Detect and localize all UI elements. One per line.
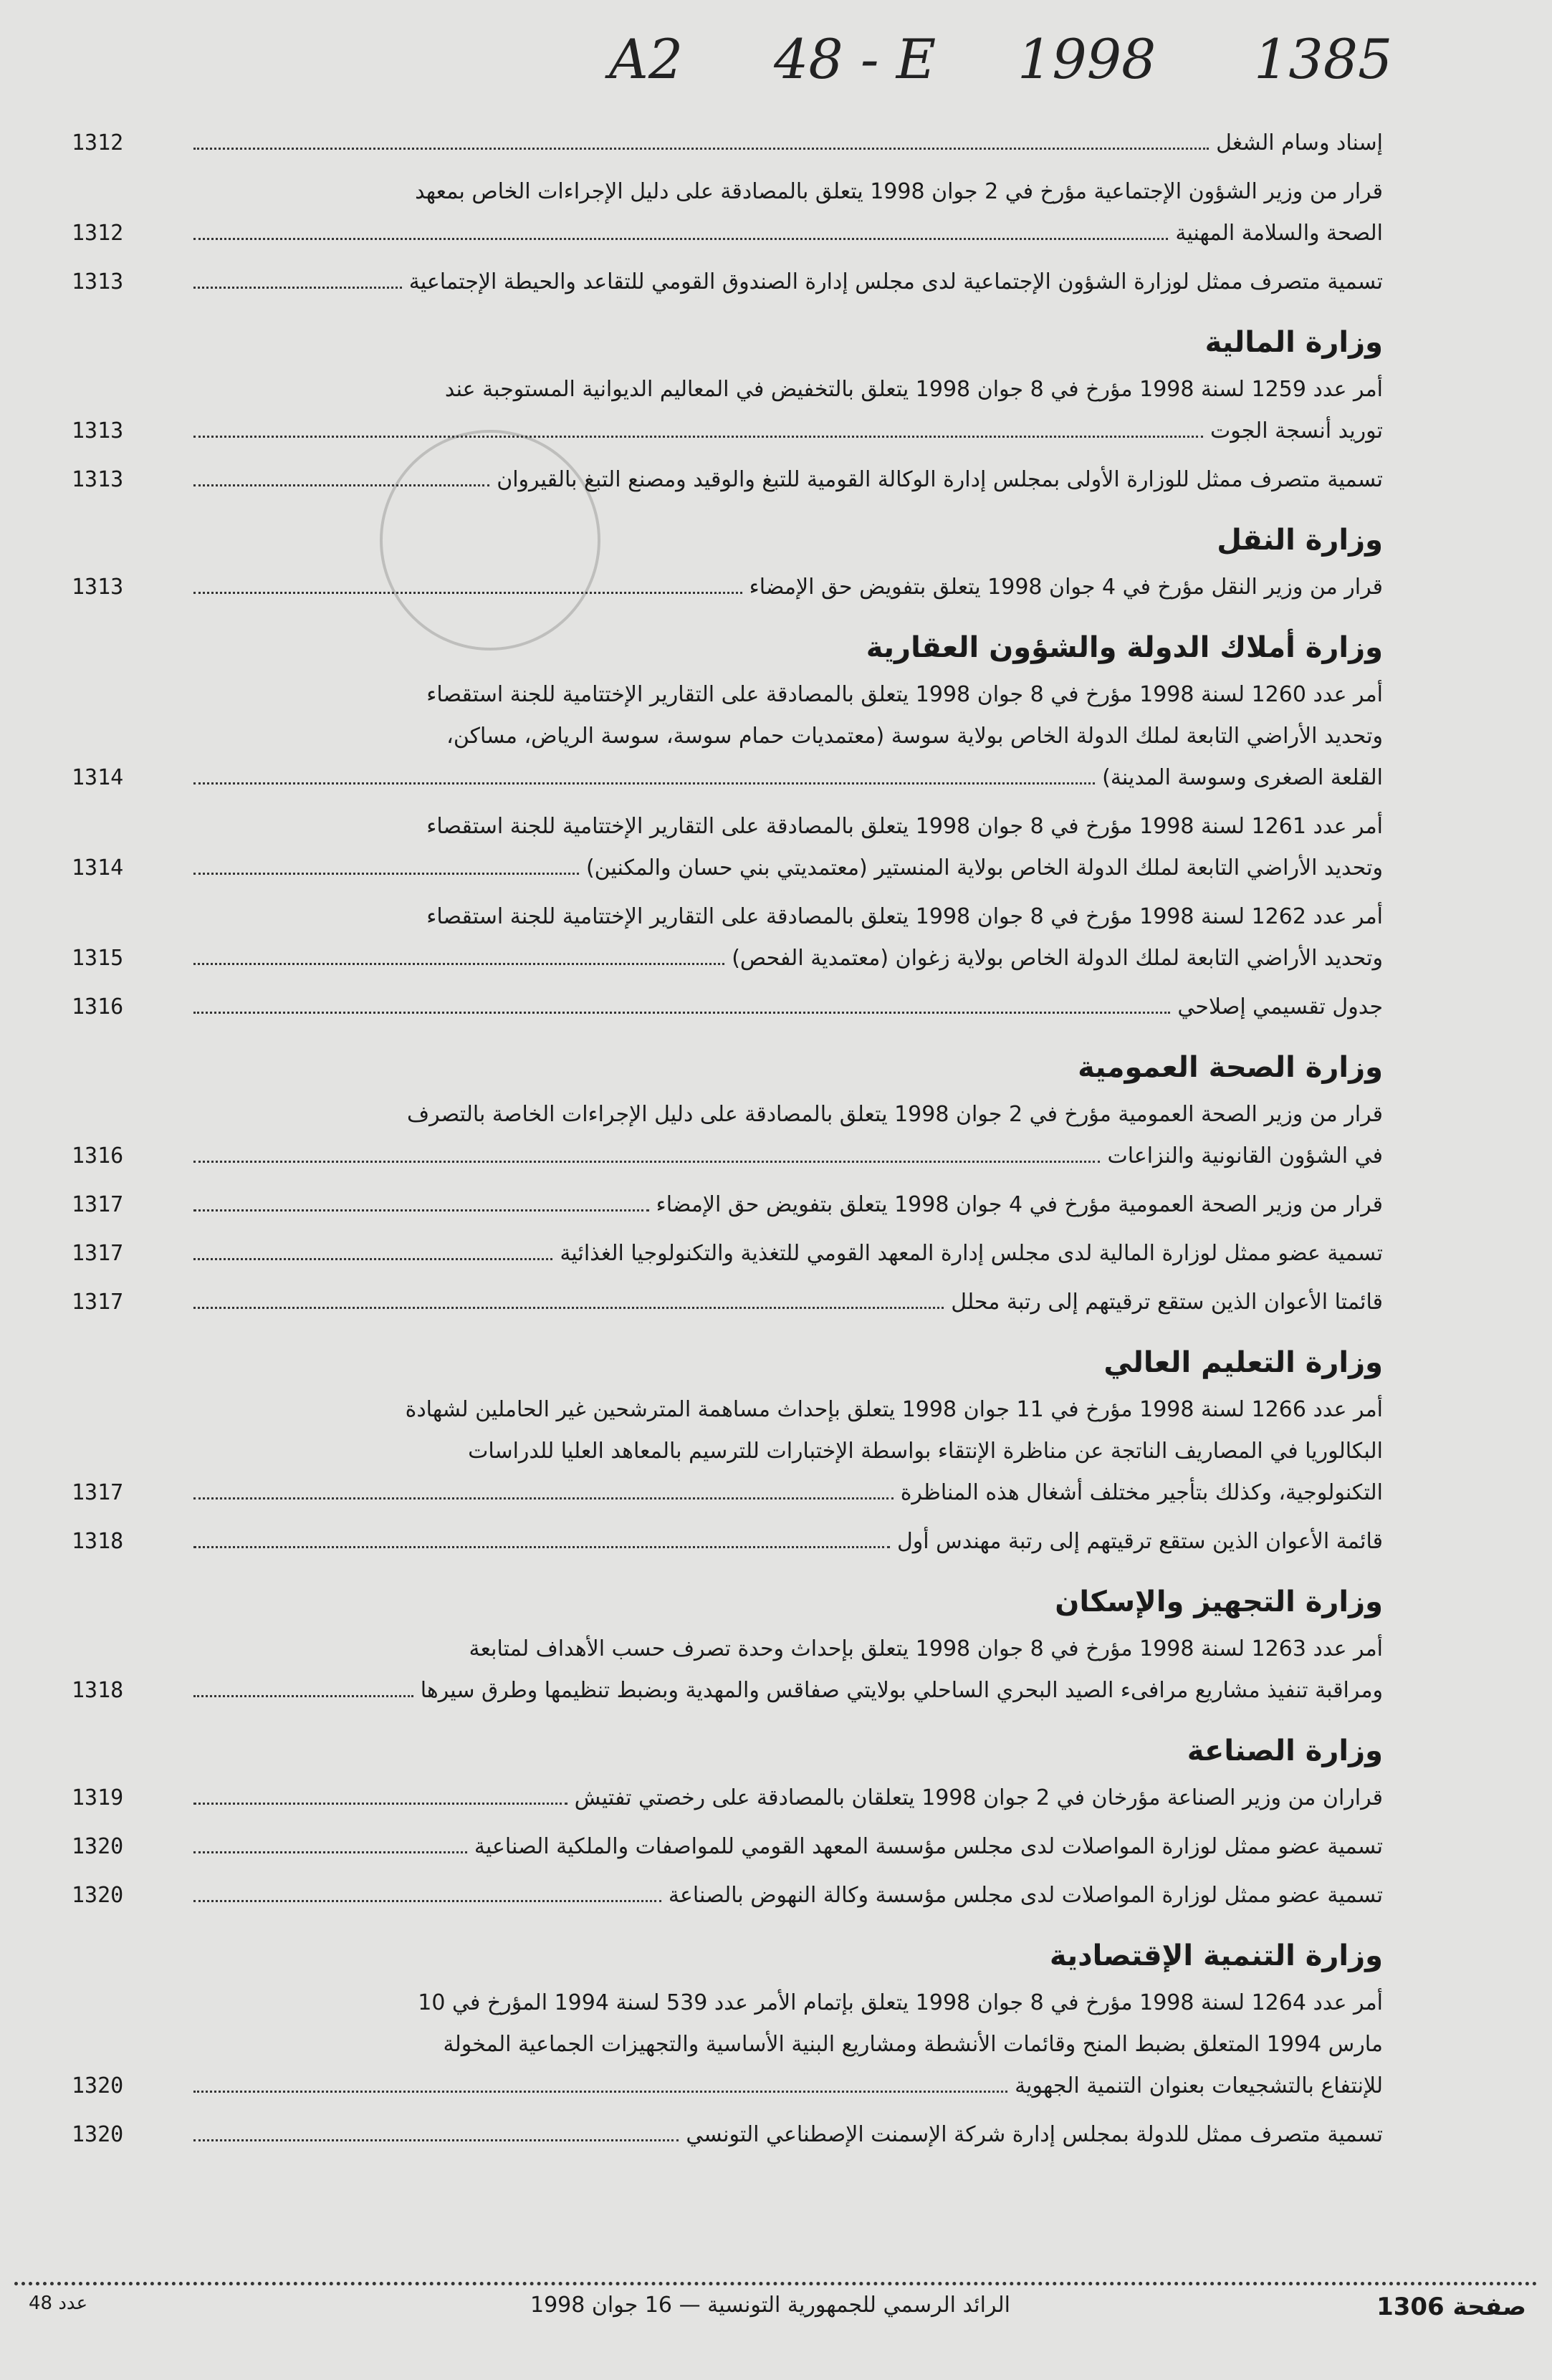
toc-entry[interactable] xyxy=(72,896,1383,979)
toc-entry[interactable] xyxy=(72,1233,1383,1275)
ministry-section xyxy=(72,1934,1383,2156)
toc-entry[interactable] xyxy=(72,987,1383,1028)
page-footer xyxy=(29,2293,1526,2350)
entry-page-number: 1320 xyxy=(72,1883,124,1908)
ministry-section xyxy=(72,518,1383,608)
entry-page-number: 1318 xyxy=(72,1529,124,1554)
entry-text: وتحديد الأراضي التابعة لملك الدولة الخاص بولاية زغوان (معتمدية الفحص) xyxy=(732,946,1383,971)
leader-dots xyxy=(193,1258,552,1260)
leader-dots xyxy=(193,782,1095,784)
leader-dots xyxy=(193,1695,413,1697)
entry-text: وتحديد الأراضي التابعة لملك الدولة الخاص بولاية سوسة (معتمديات حمام سوسة، سوسة الرياض، مساكن، xyxy=(446,724,1383,749)
toc-entry[interactable] xyxy=(72,1826,1383,1868)
toc-entry[interactable] xyxy=(72,1521,1383,1563)
handwritten-annotation xyxy=(0,20,1552,120)
annotation-part-2: 48 - E xyxy=(774,27,937,91)
entry-text: تسمية عضو ممثل لوزارة المواصلات لدى مجلس مؤسسة المعهد القومي للمواصفات والملكية الصناعية xyxy=(474,1834,1383,1859)
entry-last-line xyxy=(186,261,1383,303)
toc-entry[interactable] xyxy=(72,1389,1383,1514)
entry-page-number: 1317 xyxy=(72,1241,124,1266)
ministry-title: وزارة النقل xyxy=(1217,524,1383,557)
toc-entry[interactable] xyxy=(72,1628,1383,1712)
entry-page-number: 1313 xyxy=(72,269,124,294)
entry-last-line xyxy=(186,1233,1383,1275)
ministry-title: وزارة المالية xyxy=(1204,326,1383,359)
entry-text: قرار من وزير النقل مؤرخ في 4 جوان 1998 يتعلق بتفويض حق الإمضاء xyxy=(749,575,1383,600)
entry-page-number: 1320 xyxy=(72,2122,124,2147)
entry-text: أمر عدد 1266 لسنة 1998 مؤرخ في 11 جوان 1998 يتعلق بإحداث مساهمة المترشحين غير الحاملين لشهادة xyxy=(405,1397,1383,1422)
ministry-title: وزارة الصحة العمومية xyxy=(1078,1051,1383,1084)
leader-dots xyxy=(193,1900,661,1902)
leader-dots xyxy=(193,436,1203,438)
entry-page-number: 1313 xyxy=(72,467,124,492)
leader-dots xyxy=(193,484,489,486)
ministry-section xyxy=(72,123,1383,303)
entry-text: التكنولوجية، وكذلك بتأجير مختلف أشغال هذه المناظرة xyxy=(900,1480,1383,1505)
entry-text: ومراقبة تنفيذ مشاريع مرافىء الصيد البحري الساحلي بولايتي صفاقس والمهدية وبضبط تنظيمها وطرق سيرها xyxy=(420,1678,1383,1703)
toc-entry[interactable] xyxy=(72,1875,1383,1916)
journal-title: الرائد الرسمي للجمهورية التونسية — 16 جوان 1998 xyxy=(530,2293,1010,2318)
annotation-part-3: 1998 xyxy=(1017,27,1156,91)
entry-page-number: 1317 xyxy=(72,1480,124,1505)
toc-entry[interactable] xyxy=(72,369,1383,452)
entry-last-line xyxy=(186,2065,1383,2107)
ministry-section xyxy=(72,1045,1383,1323)
toc-entry[interactable] xyxy=(72,674,1383,799)
entry-text: تسمية متصرف ممثل للدولة بمجلس إدارة شركة الإسمنت الإصطناعي التونسي xyxy=(686,2122,1383,2147)
entry-text: قرار من وزير الصحة العمومية مؤرخ في 2 جوان 1998 يتعلق بالمصادقة على دليل الإجراءات الخاصة بالتصرف xyxy=(407,1102,1383,1127)
entry-last-line xyxy=(186,1282,1383,1323)
leader-dots xyxy=(193,1851,467,1853)
leader-dots xyxy=(193,1803,567,1805)
ministry-section xyxy=(72,1729,1383,1916)
leader-dots xyxy=(193,1012,1170,1014)
ministry-title: وزارة التنمية الإقتصادية xyxy=(1049,1939,1383,1972)
leader-dots xyxy=(193,963,724,965)
entry-text: قائمة الأعوان الذين ستقع ترقيتهم إلى رتبة مهندس أول xyxy=(896,1529,1383,1554)
ministry-section xyxy=(72,625,1383,1028)
entry-last-line xyxy=(186,123,1383,164)
entry-page-number: 1317 xyxy=(72,1192,124,1217)
ministry-title: وزارة التعليم العالي xyxy=(1103,1346,1383,1379)
leader-dots xyxy=(193,1497,894,1500)
page-number: صفحة 1306 xyxy=(1376,2293,1526,2321)
entry-last-line xyxy=(186,1777,1383,1819)
entry-text: جدول تقسيمي إصلاحي xyxy=(1177,994,1383,1019)
ministry-section xyxy=(72,1580,1383,1712)
entry-text: الصحة والسلامة المهنية xyxy=(1175,221,1383,246)
entry-page-number: 1320 xyxy=(72,2073,124,2098)
entry-text: في الشؤون القانونية والنزاعات xyxy=(1107,1143,1383,1169)
entry-text: أمر عدد 1262 لسنة 1998 مؤرخ في 8 جوان 1998 يتعلق بالمصادقة على التقارير الإختتامية للجنة استقصاء xyxy=(426,904,1383,929)
entry-last-line xyxy=(186,1184,1383,1226)
entry-page-number: 1320 xyxy=(72,1834,124,1859)
leader-dots xyxy=(193,1307,944,1309)
entry-text: إسناد وسام الشغل xyxy=(1216,130,1383,155)
ministry-title: وزارة التجهيز والإسكان xyxy=(1055,1585,1383,1618)
entry-text: للإنتفاع بالتشجيعات بعنوان التنمية الجهوية xyxy=(1015,2073,1383,2098)
annotation-part-1: A2 xyxy=(609,27,684,91)
leader-dots xyxy=(193,148,1209,150)
entry-last-line xyxy=(186,1875,1383,1916)
entry-page-number: 1312 xyxy=(72,221,124,246)
entry-page-number: 1319 xyxy=(72,1785,124,1810)
entry-page-number: 1313 xyxy=(72,575,124,600)
entry-text: أمر عدد 1260 لسنة 1998 مؤرخ في 8 جوان 1998 يتعلق بالمصادقة على التقارير الإختتامية للجنة استقصاء xyxy=(426,682,1383,707)
entry-text: مارس 1994 المتعلق بضبط المنح وقائمات الأنشطة ومشاريع البنية الأساسية والتجهيزات الجماعية المخولة xyxy=(443,2032,1383,2057)
entry-text: أمر عدد 1261 لسنة 1998 مؤرخ في 8 جوان 1998 يتعلق بالمصادقة على التقارير الإختتامية للجنة استقصاء xyxy=(426,814,1383,839)
entry-last-line xyxy=(186,987,1383,1028)
leader-dots xyxy=(193,1546,890,1548)
toc-entry[interactable] xyxy=(72,806,1383,889)
entry-last-line xyxy=(186,1472,1383,1514)
toc-entry[interactable] xyxy=(72,2114,1383,2156)
toc-entry[interactable] xyxy=(72,1982,1383,2107)
ministry-section xyxy=(72,320,1383,501)
entry-text: أمر عدد 1263 لسنة 1998 مؤرخ في 8 جوان 1998 يتعلق بإحداث وحدة تصرف حسب الأهداف لمتابعة xyxy=(469,1636,1383,1661)
entry-page-number: 1318 xyxy=(72,1678,124,1703)
entry-text: قرار من وزير الصحة العمومية مؤرخ في 4 جوان 1998 يتعلق بتفويض حق الإمضاء xyxy=(656,1192,1383,1217)
entry-page-number: 1316 xyxy=(72,1143,124,1169)
entry-page-number: 1317 xyxy=(72,1290,124,1315)
annotation-part-4: 1385 xyxy=(1254,27,1393,91)
entry-page-number: 1313 xyxy=(72,418,124,443)
entry-text: قرار من وزير الشؤون الإجتماعية مؤرخ في 2 جوان 1998 يتعلق بالمصادقة على دليل الإجراءات الخاص بمعهد xyxy=(415,179,1383,204)
entry-text: البكالوريا في المصاريف الناتجة عن مناظرة الإنتقاء بواسطة الإختبارات للترسيم بالمعاهد العليا للدراسات xyxy=(468,1439,1383,1464)
entry-page-number: 1316 xyxy=(72,994,124,1019)
entry-text: القلعة الصغرى وسوسة المدينة) xyxy=(1102,765,1383,790)
entry-last-line xyxy=(186,567,1383,608)
toc-entry[interactable] xyxy=(72,567,1383,608)
leader-dots xyxy=(193,287,402,289)
toc-entry[interactable] xyxy=(72,1184,1383,1226)
entry-page-number: 1314 xyxy=(72,855,124,880)
entry-text: تسمية عضو ممثل لوزارة المالية لدى مجلس إدارة المعهد القومي للتغذية والتكنولوجيا الغذائية xyxy=(560,1241,1383,1266)
entry-last-line xyxy=(186,2114,1383,2156)
leader-dots xyxy=(193,1209,649,1211)
toc-entry[interactable] xyxy=(72,123,1383,164)
entry-page-number: 1315 xyxy=(72,946,124,971)
leader-dots xyxy=(193,2091,1007,2093)
entry-last-line xyxy=(186,411,1383,452)
toc-entry[interactable] xyxy=(72,459,1383,501)
entry-page-number: 1314 xyxy=(72,765,124,790)
entry-text: قائمتا الأعوان الذين ستقع ترقيتهم إلى رتبة محلل xyxy=(951,1290,1383,1315)
entry-last-line xyxy=(186,1670,1383,1712)
entry-text: وتحديد الأراضي التابعة لملك الدولة الخاص بولاية المنستير (معتمديتي بني حسان والمكنين) xyxy=(585,855,1383,880)
leader-dots xyxy=(193,873,579,875)
issue-number: عدد 48 xyxy=(29,2293,88,2314)
entry-last-line xyxy=(186,213,1383,254)
entry-last-line xyxy=(186,1521,1383,1563)
ministry-title: وزارة أملاك الدولة والشؤون العقارية xyxy=(866,631,1383,664)
ministry-title: وزارة الصناعة xyxy=(1187,1734,1383,1767)
table-of-contents xyxy=(72,118,1383,2163)
entry-text: تسمية عضو ممثل لوزارة المواصلات لدى مجلس مؤسسة وكالة النهوض بالصناعة xyxy=(668,1883,1383,1908)
toc-entry[interactable] xyxy=(72,261,1383,303)
entry-text: تسمية متصرف ممثل للوزارة الأولى بمجلس إدارة الوكالة القومية للتبغ والوقيد ومصنع التبغ بالقيروان xyxy=(497,467,1383,492)
leader-dots xyxy=(193,238,1168,240)
entry-last-line xyxy=(186,757,1383,799)
entry-last-line xyxy=(186,848,1383,889)
entry-text: توريد أنسجة الجوت xyxy=(1210,418,1383,443)
entry-text: أمر عدد 1259 لسنة 1998 مؤرخ في 8 جوان 1998 يتعلق بالتخفيض في المعاليم الديوانية المستوجبة عند xyxy=(444,377,1383,402)
toc-entry[interactable] xyxy=(72,1777,1383,1819)
entry-last-line xyxy=(186,1826,1383,1868)
entry-text: تسمية متصرف ممثل لوزارة الشؤون الإجتماعية لدى مجلس إدارة الصندوق القومي للتقاعد والحيطة الإجتماعية xyxy=(408,269,1383,294)
entry-last-line xyxy=(186,1136,1383,1177)
entry-text: قراران من وزير الصناعة مؤرخان في 2 جوان 1998 يتعلقان بالمصادقة على رخصتي تفتيش xyxy=(574,1785,1383,1810)
entry-page-number: 1312 xyxy=(72,130,124,155)
toc-entry[interactable] xyxy=(72,1094,1383,1177)
footer-divider xyxy=(14,2282,1538,2285)
toc-entry[interactable] xyxy=(72,171,1383,254)
ministry-section xyxy=(72,1340,1383,1563)
leader-dots xyxy=(193,2139,679,2141)
entry-last-line xyxy=(186,938,1383,979)
entry-text: أمر عدد 1264 لسنة 1998 مؤرخ في 8 جوان 1998 يتعلق بإتمام الأمر عدد 539 لسنة 1994 المؤرخ في 10 xyxy=(418,1990,1383,2015)
leader-dots xyxy=(193,1161,1100,1163)
entry-last-line xyxy=(186,459,1383,501)
leader-dots xyxy=(193,592,742,594)
toc-entry[interactable] xyxy=(72,1282,1383,1323)
